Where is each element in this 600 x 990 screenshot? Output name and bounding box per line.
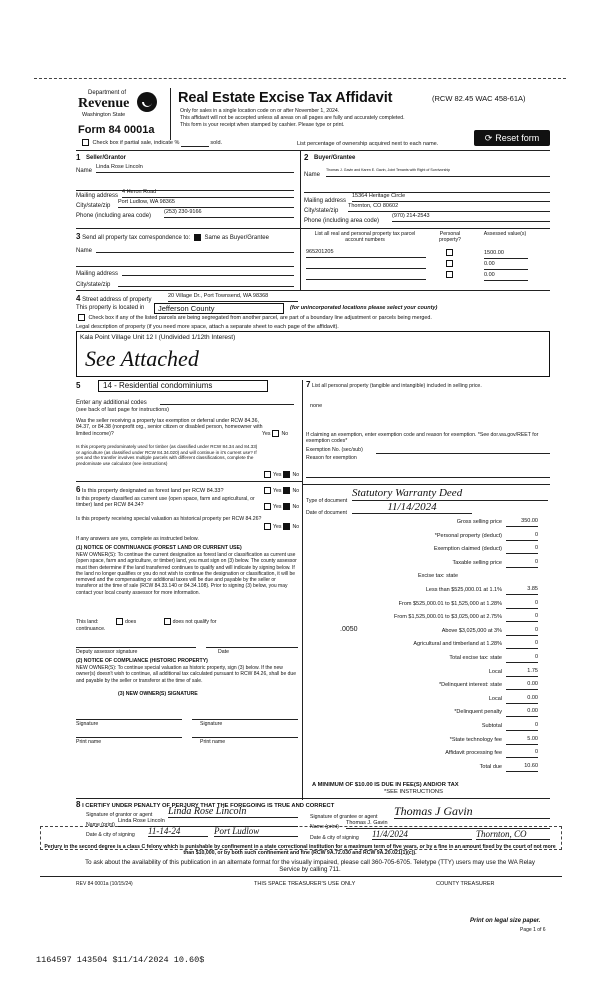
calc-row-label: *Delinquent interest: state [439,682,502,689]
boundary-row [76,314,432,321]
buyer-name-field[interactable]: Thomas J. Gavin and Karen E. Gavin, Joint Tenants with Right of Survivorship [326,168,550,177]
same-as-buyer-label: Same as Buyer/Grantee [204,235,269,241]
calc-row-label: *Delinquent penalty [454,709,502,716]
calc-row-value[interactable]: 10.60 [506,763,538,772]
calc-row-label: Total due [479,763,502,770]
header-divider [170,88,171,140]
ownership-label: List percentage of ownership acquired next to each name. [297,141,439,147]
parcel-number-field2[interactable] [306,260,426,269]
calc-row [316,572,538,582]
calc-row-label: Total excise tax: state [449,655,502,661]
rev-label: REV 84 0001a (10/15/24) [76,881,133,887]
buyer-phone-label: Phone (including area code) [304,218,380,224]
signature-label-2: Signature [200,721,223,727]
grantor-name-field[interactable]: Linda Rose Lincoln [118,818,298,827]
calc-row-label: Exemption claimed (deduct) [433,546,502,553]
section3-name-field[interactable] [96,244,294,253]
unincorporated-note: (for unincorporated locations please select your county) [290,305,438,311]
form-title-ref: (RCW 82.45 WAC 458-61A) [432,94,526,103]
county-treasurer-label: COUNTY TREASURER [436,881,495,887]
calc-row [316,722,538,732]
section7-text: List all personal property (tangible and intangible) included in selling price. [311,383,482,389]
section4-num: 4 [76,294,81,303]
wa-logo-icon [136,90,158,114]
s6q3-no-checkbox[interactable] [283,523,290,530]
seller-heading: Seller/Grantor [86,155,127,161]
grantee-city-field[interactable]: Thornton, CO [476,829,550,840]
section7-num: 7 [306,380,311,389]
calc-row-value[interactable]: 0 [506,749,538,758]
grantor-name-label: Name (print) [86,822,115,828]
calc-row-label: Taxable selling price [452,559,502,566]
section6-q2-answer [262,503,299,510]
q2-no-label: No [292,471,300,478]
calc-row-value[interactable]: 0 [506,722,538,731]
calc-row-value[interactable]: 0 [506,613,538,622]
calc-row [316,586,538,596]
doc-type-label: Type of document [306,498,348,504]
see-attached-text: See Attached [85,346,199,371]
grantee-name-field[interactable]: Thomas J. Gavin [346,820,550,829]
boundary-checkbox[interactable] [78,314,85,321]
section6-q2: Is this property classified as current use (open space, farm and agricultural, or timber) land per RCW 84.34? [76,496,255,509]
grantee-name-label: Name (print) [310,824,339,830]
section3-city-field[interactable] [118,278,294,287]
header-rule [76,150,550,151]
personal-property-checkbox-3[interactable] [446,271,453,278]
s6q3-no-label: No [292,523,300,530]
partial-sale-checkbox[interactable] [82,139,89,146]
this-land-label: This land: [76,618,99,625]
s6q2-no-checkbox[interactable] [283,503,290,510]
center-divider-top [300,150,301,290]
grantee-date-city-label: Date & city of signing [310,835,359,841]
minimum-note: A MINIMUM OF $10.00 IS DUE IN FEE(S) AND/OR TAX [312,782,459,788]
this-land-row [76,618,298,625]
s6q3-yes-label: Yes [273,523,282,530]
calc-row-label: Affidavit processing fee [445,750,502,757]
calc-row-label: From $1,525,000.01 to $3,025,000 at 2.75% [394,614,502,621]
personal-property-header: Personal property? [439,231,461,244]
notice2-text: NEW OWNER(S): To continue special valuation as historic property, sign (3) below. If the new owner(s) doesn't wish to continue, all additional tax calculated pursuant to RCW 84.26, shall be due and payable by the seller or transferor at the time of sale. [76,665,296,684]
s6q2-yes-checkbox[interactable] [264,503,271,510]
partial-sale [80,139,222,147]
assessed-value-header: Assessed value(s) [483,231,527,237]
section7-row [306,382,550,389]
rule-footer [40,876,562,877]
section3-name-label: Name [76,248,93,254]
calc-row [316,654,538,664]
doc-date-label: Date of document [306,510,347,516]
calc-row-value[interactable]: 0 [506,545,538,554]
calc-row-label: Gross selling price [456,519,502,525]
assessed-value-3[interactable]: 0.00 [484,272,528,281]
local-rate-field[interactable]: .0050 [340,626,358,633]
doc-type-field[interactable]: Statutory Warranty Deed [352,487,548,501]
q2-no-checkbox[interactable] [283,471,290,478]
print-name-label-1: Print name [76,739,102,745]
calc-row [316,708,538,718]
grantor-date-field[interactable]: 11-14-24 [148,826,208,837]
buyer-num: 2 [304,153,309,162]
parcel-number-field3[interactable] [306,271,426,280]
buyer-mailing-field[interactable]: 15364 Heritage Circle [352,193,550,202]
notice2-title: (2) NOTICE OF COMPLIANCE (HISTORIC PROPERTY) [76,658,208,664]
exemption-no-field[interactable] [376,446,550,454]
same-as-buyer-checkbox[interactable] [194,234,201,241]
calc-row-value[interactable]: 0 [506,600,538,609]
calc-row-label: Excise tax: state [417,573,458,580]
seller-city-label: City/state/zip [76,203,111,209]
calc-row-label: Less than $525,000.01 at 1.1% [425,587,502,593]
calc-row [316,695,538,705]
calc-row [316,736,538,746]
reset-button[interactable] [474,130,550,146]
calc-row-label: Local [488,668,502,675]
notice1-title: (1) NOTICE OF CONTINUANCE (FOREST LAND OR CURRENT USE) [76,545,242,551]
calc-row-value[interactable]: 350.00 [506,518,538,527]
buyer-heading: Buyer/Grantee [314,155,356,161]
calc-row-value[interactable]: 0 [506,532,538,541]
deputy-label: Deputy assessor signature [76,649,138,655]
street-row [76,294,152,303]
section3-city-label: City/state/zip [76,282,111,288]
dept-line2: Revenue [78,96,130,111]
deputy-date-label: Date [218,649,229,655]
calc-row [316,613,538,623]
section5-q2: Is this property predominately used for timber (as classified under RCW 84.34 and 84.33) or agriculture (as classified under RCW 84.34.020) and will continue in it's current use? If yes and the transfer involves multiple parcels with different classifications, complete the predominate use calculator (see instructions) [76,444,258,466]
s6q1-yes-checkbox[interactable] [264,487,271,494]
q1-yes-label: Yes [262,430,271,437]
buyer-mailing-label: Mailing address [304,198,347,204]
new-owner-signature-heading: (3) NEW OWNER(S) SIGNATURE [118,691,198,697]
section3-mailing-field[interactable] [122,267,294,276]
land-use-select[interactable]: 14 - Residential condominiums [98,380,268,392]
personal-property-list[interactable]: none [310,403,323,409]
signature-label-1: Signature [76,721,99,727]
deputy-signature-field[interactable] [76,640,196,648]
calc-row-value[interactable]: 0 [506,640,538,649]
parcel-number-field[interactable]: 965201205 [306,249,426,258]
does-label: does [124,618,137,625]
new-owner-signature-1[interactable] [76,712,182,720]
see-instructions-note: *SEE INSTRUCTIONS [384,789,443,795]
legal-label: Legal description of property (if you need more space, attach a separate sheet to each page of the affidavit). [76,324,339,330]
q2-yes-label: Yes [273,471,282,478]
form-title: Real Estate Excise Tax Affidavit [178,90,393,106]
section6-q1: Is this property designated as forest land per RCW 84.33? [81,488,224,494]
doc-date-field[interactable]: 11/14/2024 [352,501,472,514]
new-owner-print-1[interactable] [76,730,182,738]
grantee-sig-label: Signature of grantee or agent [310,814,378,820]
buyer-city-label: City/state/zip [304,208,339,214]
section8-num: 8 [76,800,81,809]
seller-mailing-field[interactable]: 4 Heron Road [122,189,294,198]
legal-paper-note: Print on legal size paper. [470,918,541,924]
alternate-format-notice: To ask about the availability of this publication in an alternate format for the visually impaired, please call 360-705-6705. Teletype (TTY) users may use the WA Relay Service by calling 711. [85,859,535,874]
calc-row-label: *Personal property (deduct) [434,532,502,539]
calc-row-value[interactable]: 3.85 [506,586,538,595]
reset-icon: ⟳ [484,132,493,143]
calc-row [316,763,538,773]
partial-sale-label: Check box if partial sale, indicate % [92,139,180,146]
legal-text: Kala Point Village Unit 12 I (Undivided 1/12th Interest) [80,334,236,341]
new-owner-signature-2[interactable] [192,712,298,720]
street-label: Street address of property [82,297,152,303]
section3-heading [76,232,269,241]
grantee-sig-field[interactable]: Thomas J Gavin [394,804,550,819]
rule-1-2 [76,228,550,229]
calc-row-value[interactable]: 5.00 [506,736,538,745]
s6q2-yes-label: Yes [273,503,282,510]
q1-no-label: No [281,430,289,437]
calc-row [316,559,538,569]
calc-row-value[interactable]: 0 [506,654,538,663]
calc-row-value[interactable]: 1.75 [506,668,538,677]
calc-row [316,532,538,542]
rule-7-calc [302,484,550,485]
perjury-notice: Perjury in the second degree is a class C felony which is punishable by confinement in a state correctional institution for a maximum term of five years, or by a fine in an amount fixed by the court of not more than $10,000, or by both such confinement and fine (RCW 9A.72.030 and RCW 9A.20.021(1)(c)). [44,844,556,857]
section6-q1-answer [262,487,299,494]
calc-row-label: Subtotal [481,723,502,729]
q1-yes-checkbox[interactable] [272,430,279,437]
treasurer-only-label: THIS SPACE TREASURER'S USE ONLY [254,881,356,887]
exemption-reason-label: Reason for exemption [306,455,357,461]
additional-codes-label: Enter any additional codes [76,400,147,406]
exemption-text: If claiming an exemption, enter exemption code and reason for exemption. *See dor.wa.gov/REET for exemption codes* [306,432,539,445]
any-yes-note: If any answers are yes, complete as instructed below. [76,536,199,542]
calc-row-value[interactable]: 0.00 [506,681,538,690]
section5-q1-answer [262,430,288,437]
section3-name-field2[interactable] [76,258,294,267]
section3-heading-text: Send all property tax correspondence to: [82,235,191,241]
s6q1-no-checkbox[interactable] [283,487,290,494]
calc-row-label: *State technology fee [449,736,502,743]
s6q2-no-label: No [292,503,300,510]
seller-city-field[interactable]: Port Ludlow, WA 98365 [118,199,294,208]
legal-description-field[interactable] [76,331,550,377]
calc-row-label: From $525,000.01 to $1,525,000 at 1.28% [398,600,502,607]
seller-phone-label: Phone (including area code) [76,213,152,219]
see-back-label: (see back of last page for instructions) [76,407,169,413]
header-note1: Only for sales in a single location code on or after November 1, 2024. [180,108,340,114]
s6q1-yes-label: Yes [273,487,282,494]
calc-row-label: Agricultural and timberland at 1.28% [413,641,502,648]
section5-num: 5 [76,381,81,390]
calc-row [316,545,538,555]
county-select[interactable]: Jefferson County [154,303,284,314]
assessed-value-1[interactable]: 1500.00 [484,250,528,259]
calc-row-value[interactable]: 0.00 [506,695,538,704]
calc-row [316,668,538,678]
assessed-value-2[interactable]: 0.00 [484,261,528,270]
seller-name-field[interactable]: Linda Rose Lincoln [96,164,294,173]
section6-num: 6 [76,485,81,494]
s6q1-no-label: No [292,487,300,494]
new-owner-print-2[interactable] [192,730,298,738]
deputy-date-field[interactable] [206,640,298,648]
section6-q1-row [76,485,224,494]
form-number: Form 84 0001a [78,124,155,136]
section3-mailing-label: Mailing address [76,271,119,277]
boundary-label: Check box if any of the listed parcels are being segregated from another parcel, are part of a boundary line adjustment or parcels being merged. [88,314,432,321]
does-not-label: does not qualify for [172,618,217,625]
does-checkbox[interactable] [116,618,123,625]
calc-row-label: Local [488,695,502,702]
buyer-name-field2[interactable] [304,184,550,193]
exemption-reason-field[interactable] [306,470,550,478]
exemption-no-label: Exemption No. (sec/sub) [306,447,363,453]
grantee-date-field[interactable]: 11/4/2024 [372,829,472,840]
continuance-label: continuance. [76,626,106,632]
seller-mailing-label: Mailing address [76,193,119,199]
calc-row [316,681,538,691]
s6q3-yes-checkbox[interactable] [264,523,271,530]
grantor-sig-field[interactable]: Linda Rose Lincoln [168,806,298,818]
dept-line1: Department of [88,90,127,96]
section5-q1: Was the seller receiving a property tax exemption or deferral under RCW 84.36, 84.37, or 84.38 (nonprofit org., senior citizen or disabled person, homeowner with limited income)? [76,418,263,437]
rule-3-4 [76,290,550,291]
buyer-name-label: Name [304,172,321,178]
page-number: Page 1 of 6 [520,927,546,933]
rule-5-6 [76,481,302,482]
q2-yes-checkbox[interactable] [264,471,271,478]
buyer-city-field[interactable]: Thornton, CO 80602 [348,203,550,212]
recording-stamp: 1164597 143504 $11/14/2024 10.60$ [36,955,205,965]
grantor-sig-label: Signature of grantor or agent [86,812,153,818]
section6-q3-answer [262,523,299,530]
section6-q3: Is this property receiving special valuation as historical property per RCW 84.26? [76,516,262,522]
partial-sale-percent-field[interactable] [181,140,209,147]
additional-codes-field[interactable] [160,396,294,405]
calc-row-value[interactable]: 0 [506,627,538,636]
calc-row [316,749,538,759]
section5-q2-answer [262,471,299,478]
seller-num: 1 [76,153,81,162]
section3-num: 3 [76,232,81,241]
center-divider-bottom [302,380,303,800]
dept-line3: Washington State [82,112,126,118]
street-field[interactable]: 20 Village Dr., Port Townsend, WA 98368 [168,293,298,302]
does-not-checkbox[interactable] [164,618,171,625]
sold-label: sold. [210,139,223,146]
personal-property-checkbox-2[interactable] [446,260,453,267]
grantor-city-field[interactable]: Port Ludlow [214,826,298,837]
calc-row-value[interactable]: 0.00 [506,708,538,717]
grantor-date-city-label: Date & city of signing [86,832,135,838]
located-label: This property is located in [76,305,145,311]
calc-row-label: Above $3,025,000 at 3% [441,627,502,634]
seller-phone-field[interactable]: (253) 230-9166 [164,209,294,218]
parcel-list-header: List all real and personal property tax parcel account numbers [314,231,416,244]
print-name-label-2: Print name [200,739,226,745]
header-note3: This form is your receipt when stamped by cashier. Please type or print. [180,122,345,128]
personal-property-checkbox-1[interactable] [446,249,453,256]
seller-name-label: Name [76,168,93,174]
rule-8 [76,798,550,799]
calc-row-value[interactable]: 0 [506,559,538,568]
calc-row [316,518,538,528]
calc-row [316,600,538,610]
reset-label: Reset form [495,133,540,143]
header-note2: This affidavit will not be accepted unless all areas on all pages are fully and accurately completed. [180,115,405,121]
buyer-phone-field[interactable]: (970) 214-2543 [392,213,550,222]
calc-row [316,640,538,650]
certify-text: I CERTIFY UNDER PENALTY OF PERJURY THAT THE FOREGOING IS TRUE AND CORRECT [82,803,335,809]
notice1-text: NEW OWNER(S): To continue the current designation as forest land or classification as current use (open space, farm and agriculture, or timber) land, you must sign on (3) below. The county assessor must then determine if the land transferred continues to qualify and will indicate by signing below. If the land no longer qualifies or you do not wish to continue the designation or classification, it will be removed and the compensating or additional taxes will be due and payable by the seller or transferor at the time of sale (RCW 84.33.140 or 84.34.108). Prior to signing (3) below, you may contact your local county assessor for more information. [76,552,297,596]
